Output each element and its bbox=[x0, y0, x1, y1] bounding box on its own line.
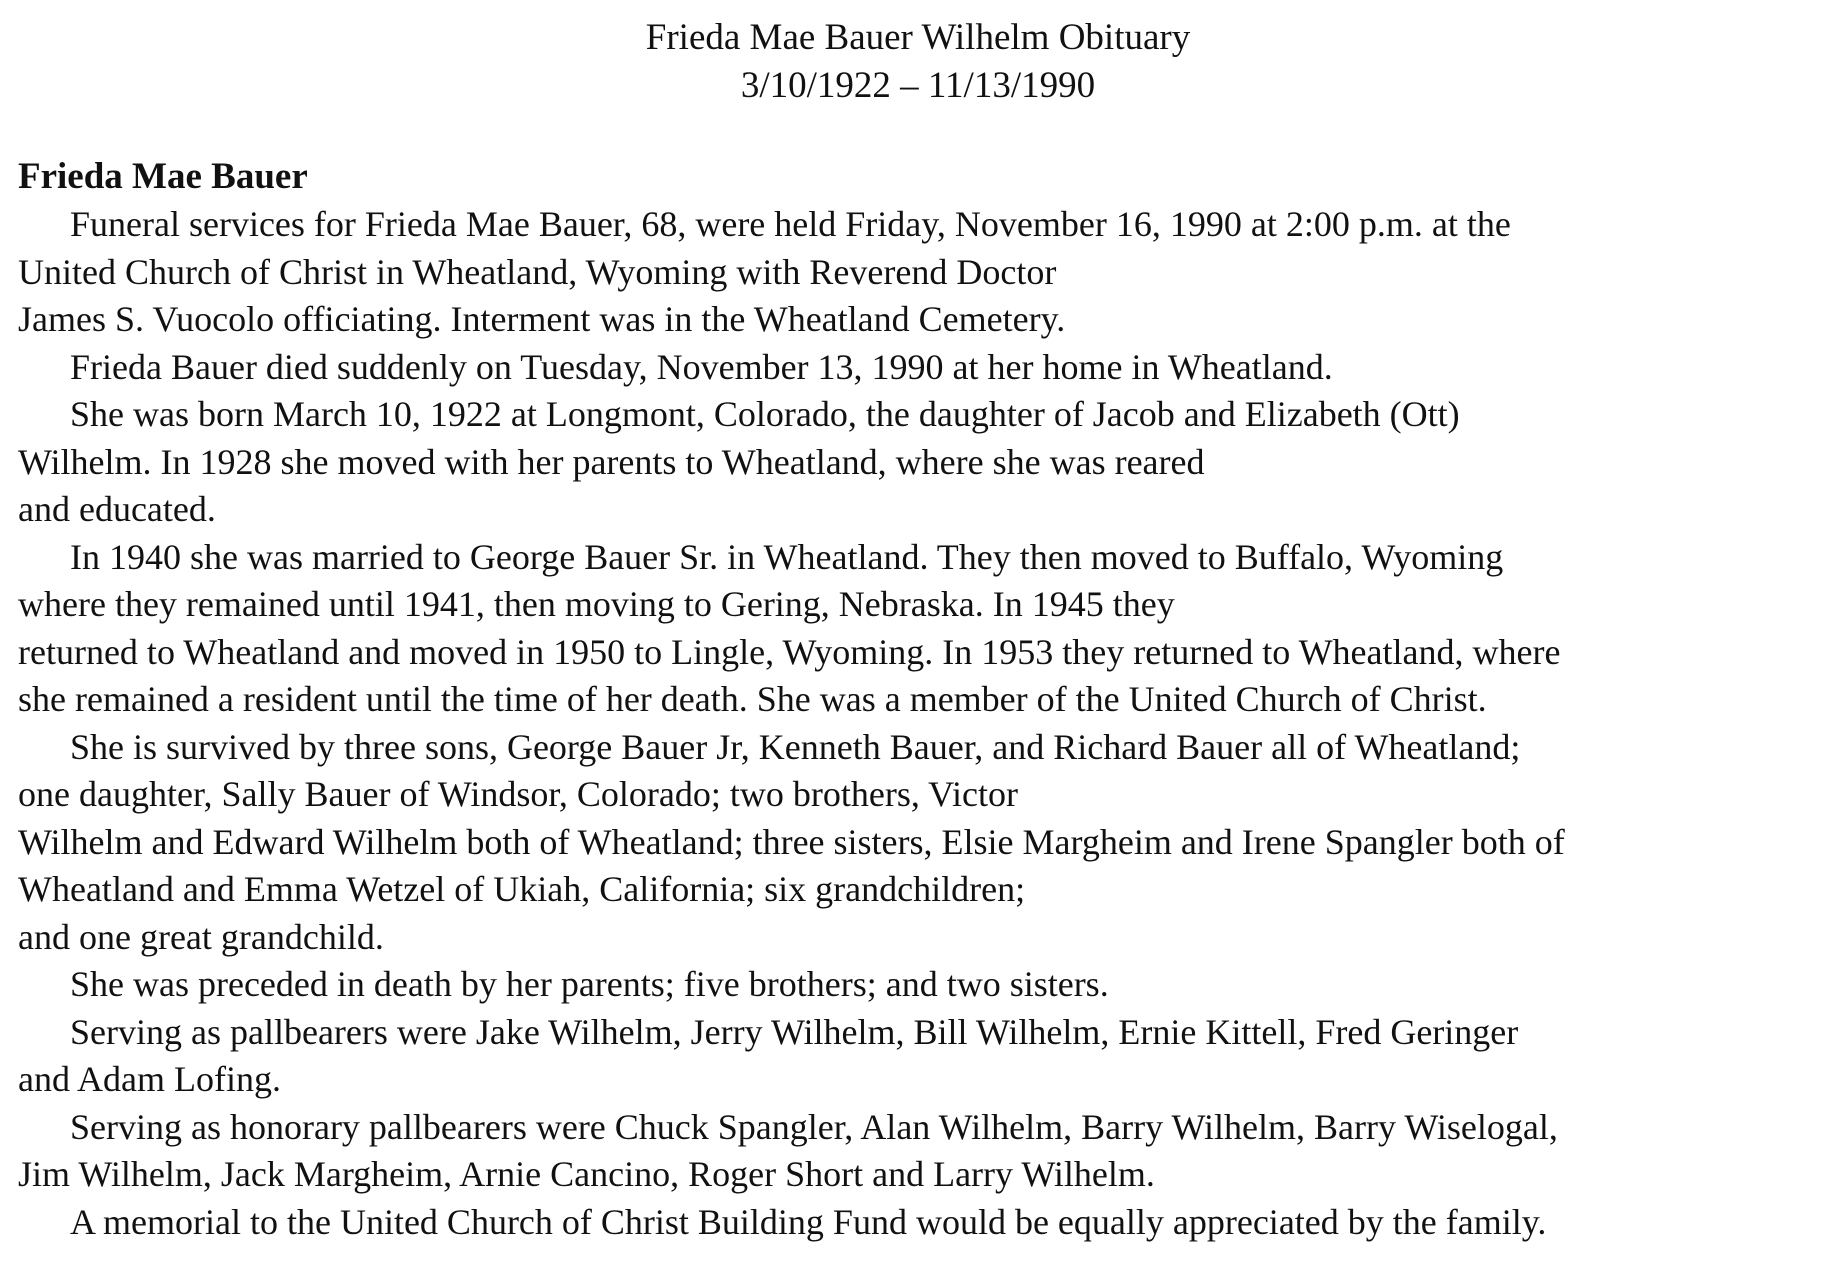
text-line: Jim Wilhelm, Jack Margheim, Arnie Cancino, Roger Short and Larry Wilhelm. bbox=[18, 1154, 1155, 1194]
text-line: returned to Wheatland and moved in 1950 to Lingle, Wyoming. In 1953 they returned to Wheatland, where bbox=[18, 631, 1561, 672]
text-line: and one great grandchild. bbox=[18, 916, 384, 957]
text-line: she remained a resident until the time of her death. She was a member of the United Church of Christ. bbox=[18, 679, 1487, 719]
text-line: Serving as pallbearers were Jake Wilhelm, Jerry Wilhelm, Bill Wilhelm, Ernie Kittell, Fred Geringer bbox=[70, 1011, 1519, 1052]
text-line: Wilhelm and Edward Wilhelm both of Wheatland; three sisters, Elsie Margheim and Irene Spangler both of bbox=[18, 821, 1565, 862]
document-header bbox=[0, 14, 1836, 110]
document-title: Frieda Mae Bauer Wilhelm Obituary bbox=[645, 17, 1191, 58]
text-line: James S. Vuocolo officiating. Interment was in the Wheatland Cemetery. bbox=[18, 299, 1066, 339]
life-dates: 3/10/1922 – 11/13/1990 bbox=[740, 65, 1096, 106]
text-line: and educated. bbox=[18, 489, 216, 529]
text-line: where they remained until 1941, then moving to Gering, Nebraska. In 1945 they bbox=[18, 584, 1175, 624]
text-line: She was preceded in death by her parents; five brothers; and two sisters. bbox=[70, 964, 1109, 1004]
subject-name: Frieda Mae Bauer bbox=[18, 156, 308, 197]
text-line: Funeral services for Frieda Mae Bauer, 68, were held Friday, November 16, 1990 at 2:00 p.m. at the bbox=[70, 204, 1511, 244]
text-line: and Adam Lofing. bbox=[18, 1059, 281, 1099]
text-line: She is survived by three sons, George Bauer Jr, Kenneth Bauer, and Richard Bauer all of Wheatland; bbox=[70, 726, 1521, 767]
obituary-body bbox=[18, 153, 1830, 1246]
text-line: Frieda Bauer died suddenly on Tuesday, November 13, 1990 at her home in Wheatland. bbox=[70, 346, 1333, 387]
text-line: Serving as honorary pallbearers were Chuck Spangler, Alan Wilhelm, Barry Wilhelm, Barry Wiselogal, bbox=[70, 1106, 1558, 1147]
text-line: Wheatland and Emma Wetzel of Ukiah, California; six grandchildren; bbox=[18, 869, 1026, 909]
text-line: United Church of Christ in Wheatland, Wyoming with Reverend Doctor bbox=[18, 251, 1057, 292]
text-line: A memorial to the United Church of Christ Building Fund would be equally appreciated by the family. bbox=[70, 1201, 1547, 1242]
text-line: She was born March 10, 1922 at Longmont, Colorado, the daughter of Jacob and Elizabeth (Ott) bbox=[70, 394, 1460, 434]
obituary-text bbox=[18, 201, 1830, 1246]
text-line: In 1940 she was married to George Bauer Sr. in Wheatland. They then moved to Buffalo, Wyoming bbox=[70, 536, 1504, 577]
text-line: one daughter, Sally Bauer of Windsor, Colorado; two brothers, Victor bbox=[18, 774, 1018, 814]
text-line: Wilhelm. In 1928 she moved with her parents to Wheatland, where she was reared bbox=[18, 441, 1205, 482]
